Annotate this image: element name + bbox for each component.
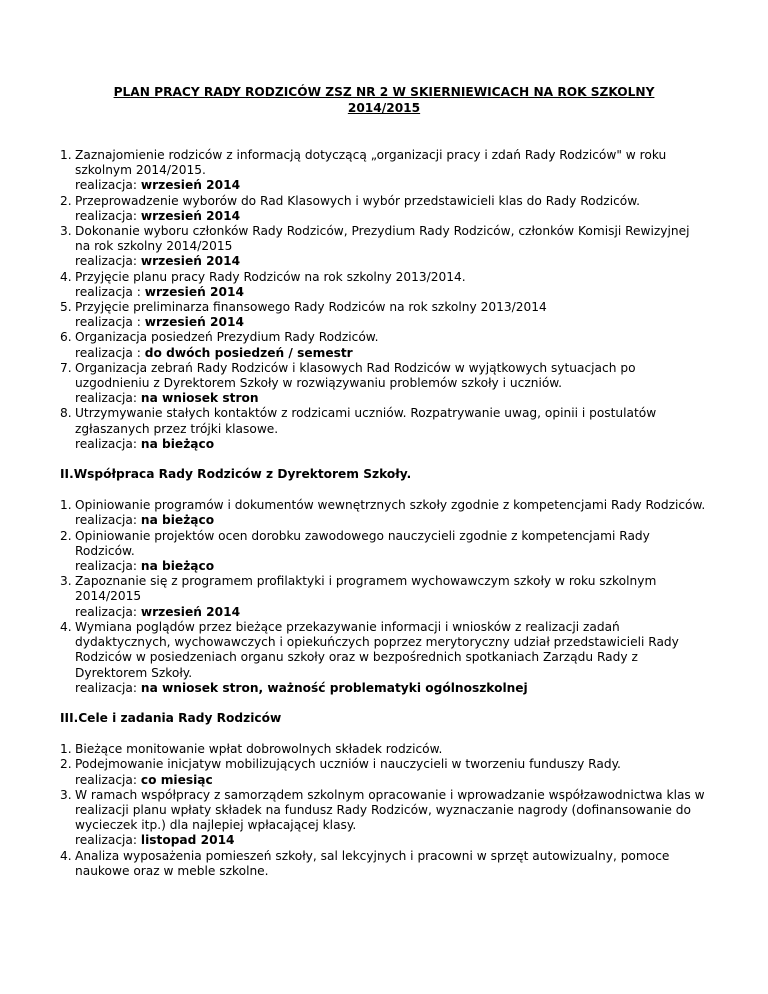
document-title: [60, 84, 708, 116]
item-number: 4.: [60, 269, 72, 284]
item-text: Przyjęcie preliminarza finansowego Rady Rodziców na rok szkolny 2013/2014: [75, 300, 547, 315]
item-number: 1.: [60, 498, 72, 513]
title-line-2: 2014/2015: [347, 101, 421, 115]
item-realizacja: realizacja: wrzesień 2014: [75, 604, 241, 619]
list-item: [60, 849, 708, 879]
item-realizacja: realizacja: co miesiąc: [75, 772, 213, 787]
item-text: Organizacja zebrań Rady Rodziców i klasowych Rad Rodziców w wyjątkowych sytuacjach po uzgodnieniu z Dyrektorem Szkoły w rozwiązywaniu problemów szkoły i uczniów.: [75, 360, 636, 391]
section-heading-3: III.Cele i zadania Rady Rodziców: [60, 710, 282, 725]
item-realizacja: realizacja : do dwóch posiedzeń / semestr: [75, 345, 353, 360]
list-item: [60, 224, 708, 270]
item-due: wrzesień 2014: [140, 254, 241, 269]
item-due: na bieżąco: [140, 559, 215, 574]
item-realizacja: realizacja: na bieżąco: [75, 559, 215, 574]
item-text: Dokonanie wyboru członków Rady Rodziców, Prezydium Rady Rodziców, członków Komisji Rewizyjnej na rok szkolny 2014/2015: [75, 224, 690, 254]
list-item: [60, 529, 708, 575]
item-due: wrzesień 2014: [144, 315, 244, 330]
item-due: na wniosek stron, ważność problematyki ogólnoszkolnej: [140, 680, 528, 695]
list-item: [60, 330, 708, 360]
item-number: 2.: [60, 528, 72, 543]
item-realizacja: realizacja: listopad 2014: [75, 833, 235, 848]
list-item: [60, 574, 708, 620]
item-number: 2.: [60, 757, 72, 772]
item-realizacja: realizacja: wrzesień 2014: [75, 254, 241, 269]
list-item: [60, 788, 708, 849]
item-realizacja: realizacja: wrzesień 2014: [75, 178, 241, 193]
item-text: Bieżące monitowanie wpłat dobrowolnych składek rodziców.: [75, 742, 443, 757]
item-due: wrzesień 2014: [140, 208, 241, 223]
item-realizacja: realizacja : wrzesień 2014: [75, 284, 244, 299]
item-due: wrzesień 2014: [140, 604, 241, 619]
item-text: Zapoznanie się z programem profilaktyki i programem wychowawczym szkoły w roku szkolnym 2014/2015: [75, 574, 657, 604]
item-text: Opiniowanie programów i dokumentów wewnętrznych szkoły zgodnie z kompetencjami Rady Rodziców.: [75, 498, 706, 513]
list-item: [60, 270, 708, 300]
item-realizacja: realizacja: wrzesień 2014: [75, 208, 241, 223]
item-due: wrzesień 2014: [144, 284, 244, 299]
section-2-list: [60, 498, 708, 696]
item-number: 1.: [60, 148, 72, 162]
list-item: [60, 498, 708, 528]
item-text: Analiza wyposażenia pomieszeń szkoły, sal lekcyjnych i pracowni w sprzęt autowizualny, pomoce naukowe oraz w meble szkolne.: [75, 848, 670, 878]
item-text: Opiniowanie projektów ocen dorobku zawodowego nauczycieli zgodnie z kompetencjami Rady Rodziców.: [75, 528, 650, 558]
item-text: Przeprowadzenie wyborów do Rad Klasowych i wybór przedstawicieli klas do Rady Rodziców.: [75, 193, 640, 208]
item-text: Zaznajomienie rodziców z informacją dotyczącą „organizacji pracy i zdań Rady Rodziców" w roku szkolnym 2014/2015.: [75, 148, 667, 178]
item-number: 3.: [60, 224, 72, 239]
item-number: 4.: [60, 619, 72, 634]
list-item: [60, 194, 708, 224]
item-realizacja: realizacja: na bieżąco: [75, 513, 215, 528]
item-text: Organizacja posiedzeń Prezydium Rady Rodziców.: [75, 330, 379, 345]
list-item: [60, 620, 708, 696]
item-due: na wniosek stron: [140, 391, 259, 406]
item-number: 4.: [60, 848, 72, 863]
item-realizacja: realizacja: na wniosek stron: [75, 391, 259, 406]
item-text: Podejmowanie inicjatyw mobilizujących uczniów i nauczycieli w tworzeniu funduszy Rady.: [75, 757, 621, 772]
list-item: [60, 148, 708, 194]
item-number: 2.: [60, 193, 72, 208]
list-item: [60, 742, 708, 757]
item-number: 6.: [60, 330, 72, 345]
item-text: W ramach współpracy z samorządem szkolnym opracowanie i wprowadzanie współzawodnictwa klas w realizacji planu wpłaty składek na fundusz Rady Rodziców, wyznaczanie nagrody (dofinansowanie do wycieczek itp.) dla najlepiej wpłacającej klasy.: [75, 787, 705, 833]
item-text: Utrzymywanie stałych kontaktów z rodzicami uczniów. Rozpatrywanie uwag, opinii i postulatów zgłaszanych przez trójki klasowe.: [75, 406, 657, 436]
item-due: do dwóch posiedzeń / semestr: [144, 345, 353, 360]
section-3-list: [60, 742, 708, 879]
list-item: [60, 300, 708, 330]
item-number: 7.: [60, 360, 72, 375]
item-realizacja: realizacja: na bieżąco: [75, 436, 215, 451]
item-due: co miesiąc: [140, 772, 213, 787]
item-realizacja: realizacja: na wniosek stron, ważność problematyki ogólnoszkolnej: [75, 680, 528, 695]
item-number: 3.: [60, 574, 72, 589]
item-number: 8.: [60, 406, 72, 421]
item-text: Wymiana poglądów przez bieżące przekazywanie informacji i wniosków z realizacji zadań dydaktycznych, wychowawczych i opiekuńczych poprzez merytoryczny udział przedstawicieli Rady Rodziców w posiedzeniach organu szkoły oraz w bezpośrednich spotkaniach Zarządu Rady z Dyrektorem Szkoły.: [75, 619, 679, 680]
list-item: [60, 757, 708, 787]
item-due: na bieżąco: [140, 436, 215, 451]
item-number: 5.: [60, 300, 72, 315]
title-line-1: PLAN PRACY RADY RODZICÓW ZSZ NR 2 W SKIERNIEWICACH NA ROK SZKOLNY: [113, 85, 655, 99]
item-due: na bieżąco: [140, 513, 215, 528]
list-item: [60, 361, 708, 407]
item-due: listopad 2014: [140, 833, 235, 848]
item-realizacja: realizacja : wrzesień 2014: [75, 315, 244, 330]
item-number: 1.: [60, 742, 72, 757]
item-due: wrzesień 2014: [140, 178, 241, 193]
list-item: [60, 406, 708, 452]
section-1-list: [60, 148, 708, 452]
item-number: 3.: [60, 787, 72, 802]
item-text: Przyjęcie planu pracy Rady Rodziców na rok szkolny 2013/2014.: [75, 269, 466, 284]
section-heading-2: II.Współpraca Rady Rodziców z Dyrektorem Szkoły.: [60, 467, 412, 482]
